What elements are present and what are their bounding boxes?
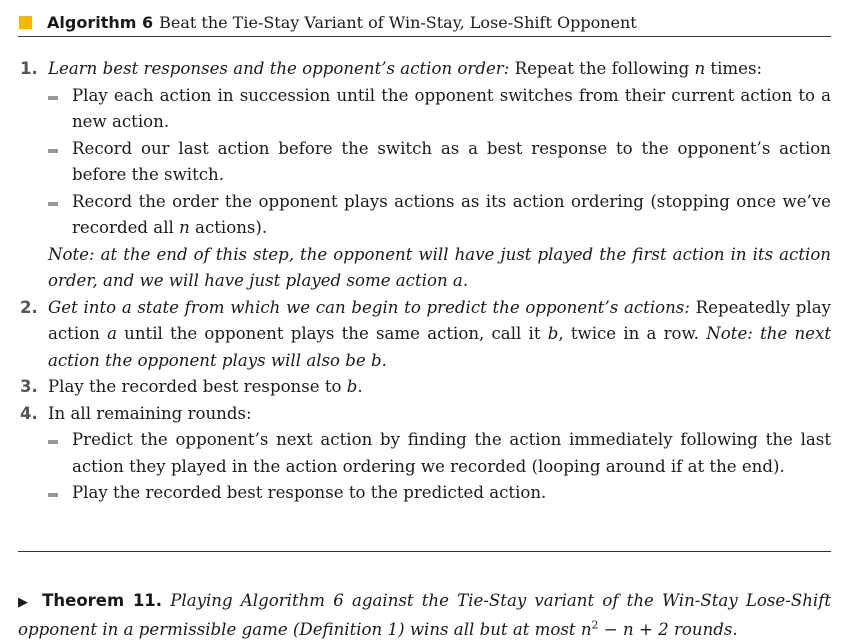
step-number: 1. [20, 59, 38, 78]
theorem-text: Playing Algorithm 6 against the Tie-Stay variant of the Win-Stay Lose-Shift opponent in a permissible game (Definition 1) wins all but at most [18, 591, 832, 639]
step-text: Play the recorded best response to [48, 377, 347, 396]
math-expr: − n + 2 [598, 619, 669, 639]
bullet-icon [48, 202, 58, 206]
subitem [48, 189, 831, 242]
top-rule [18, 36, 831, 37]
subitem [48, 480, 831, 507]
step-note [48, 242, 831, 295]
subitem-text: actions). [189, 218, 268, 237]
step-lead: Get into a state from which we can begin to predict the opponent’s actions: [48, 297, 690, 317]
bullet-icon [48, 149, 58, 153]
note-text: Note: the next action the opponent plays will also be [48, 324, 831, 370]
math-var: n [694, 59, 706, 78]
step-text: Repeat the following [509, 59, 695, 78]
bullet-icon [48, 493, 58, 497]
step-text: , twice in a row. [558, 324, 707, 343]
math-var: a [452, 271, 463, 290]
bullet-icon [48, 440, 58, 444]
triangle-marker-icon: ▶ [18, 595, 31, 610]
math-exponent: 2 [591, 617, 599, 631]
step-1 [18, 56, 831, 295]
subitem [48, 83, 831, 136]
algorithm-header [18, 8, 831, 36]
bullet-icon [48, 96, 58, 100]
subitem [48, 427, 831, 480]
step-3 [18, 374, 831, 401]
step-number: 3. [20, 377, 38, 396]
subitem-text: Play the recorded best response to the predicted action. [72, 483, 547, 502]
math-var: b [547, 324, 559, 343]
math-var: b [371, 350, 382, 370]
subitem [48, 136, 831, 189]
math-var: n [179, 218, 190, 237]
step-number: 4. [20, 403, 38, 423]
algorithm-body [18, 56, 831, 507]
step-text: . [357, 377, 363, 396]
subitem-text: Record the order the opponent plays actions as its action ordering (stopping once we’ve recorded all [72, 191, 831, 237]
step-text: Repeatedly play action [48, 297, 831, 343]
step-4 [18, 401, 831, 507]
note-text: Note: at the end of this step, the opponent will have just played the first action in its action order, and we will have just played some action [48, 244, 831, 290]
step-text: until the opponent plays the same action, call it [116, 324, 548, 343]
math-var: n [580, 619, 592, 639]
theorem-label: Theorem 11. [42, 591, 163, 610]
algorithm-label: Algorithm 6 [47, 12, 154, 32]
step-lead: Learn best responses and the opponent’s action order: [48, 59, 510, 78]
note-text: . [381, 350, 387, 370]
math-var: a [107, 324, 117, 343]
algorithm-title: Beat the Tie-Stay Variant of Win-Stay, Lose-Shift Opponent [159, 12, 637, 32]
step-number: 2. [20, 297, 38, 317]
bottom-rule [18, 551, 831, 552]
algorithm-marker-icon [19, 16, 32, 29]
step-2 [18, 295, 831, 375]
subitem-text: Predict the opponent’s next action by finding the action immediately following the last action they played in the action ordering we recorded (looping around if at the end). [72, 430, 831, 476]
subitem-text: Play each action in succession until the opponent switches from their current action to a new action. [72, 85, 831, 131]
theorem-text: rounds. [668, 619, 738, 639]
math-var: b [346, 377, 358, 396]
step-text: In all remaining rounds: [48, 403, 252, 423]
theorem-11 [18, 588, 831, 643]
step-text: times: [705, 59, 763, 78]
subitem-text: Record our last action before the switch as a best response to the opponent’s action before the switch. [72, 138, 831, 184]
note-text: . [462, 271, 469, 290]
